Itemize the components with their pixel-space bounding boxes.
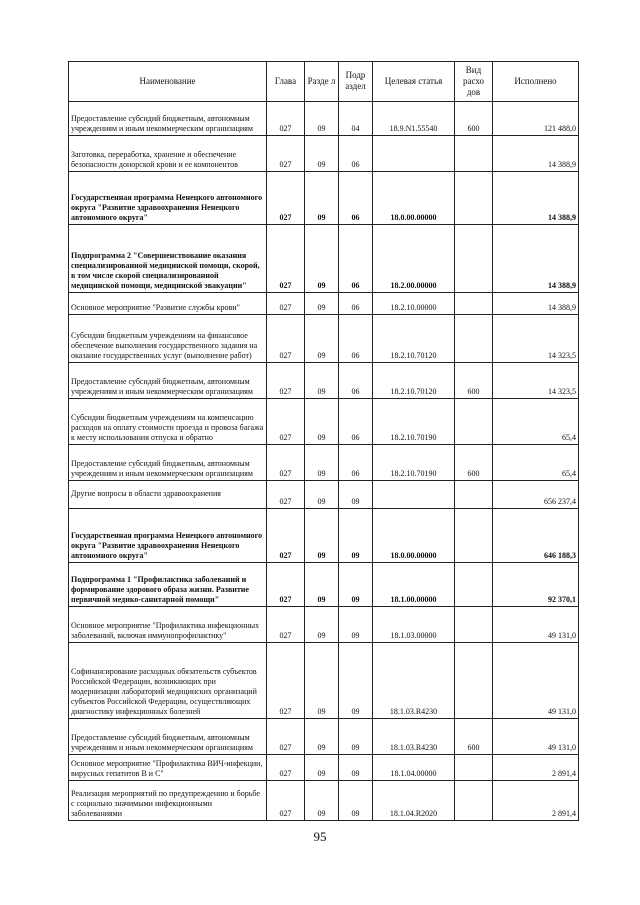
row-chapter: 027 xyxy=(267,399,305,445)
table-row xyxy=(69,563,579,607)
header-target: Целевая статья xyxy=(373,62,455,102)
row-target: 18.1.03.00000 xyxy=(373,607,455,643)
table-row xyxy=(69,607,579,643)
row-subsection: 09 xyxy=(339,481,373,509)
row-done: 14 388,9 xyxy=(493,293,579,315)
row-type xyxy=(455,172,493,225)
row-subsection: 09 xyxy=(339,509,373,563)
row-target: 18.2.00.00000 xyxy=(373,225,455,293)
table-row xyxy=(69,172,579,225)
row-name: Государственная программа Ненецкого автономного округа "Развитие здравоохранения Ненецкого автономного округа" xyxy=(69,509,267,563)
row-done: 65,4 xyxy=(493,445,579,481)
row-type xyxy=(455,607,493,643)
row-subsection: 09 xyxy=(339,719,373,755)
row-subsection: 09 xyxy=(339,607,373,643)
table-row xyxy=(69,293,579,315)
row-subsection: 06 xyxy=(339,225,373,293)
row-chapter: 027 xyxy=(267,225,305,293)
row-name: Софинансирование расходных обязательств субъектов Российской Федерации, возникающих при модернизации лабораторий медицинских организаций субъектов Российской Федерации, осуществляющих диагностику инфекционных болезней xyxy=(69,643,267,719)
header-name: Наименование xyxy=(69,62,267,102)
row-section: 09 xyxy=(305,719,339,755)
row-target xyxy=(373,481,455,509)
row-name: Субсидии бюджетным учреждениям на компенсацию расходов на оплату стоимости проезда и провоза багажа к месту использования отпуска и обратно xyxy=(69,399,267,445)
row-chapter: 027 xyxy=(267,102,305,136)
row-type: 600 xyxy=(455,102,493,136)
row-section: 09 xyxy=(305,509,339,563)
table-row xyxy=(69,643,579,719)
row-name: Другие вопросы в области здравоохранения xyxy=(69,481,267,509)
row-type xyxy=(455,563,493,607)
row-type: 600 xyxy=(455,445,493,481)
row-name: Предоставление субсидий бюджетным, автономным учреждениям и иным некоммерческим организациям xyxy=(69,719,267,755)
table-row xyxy=(69,719,579,755)
page-number: 95 xyxy=(313,829,327,844)
table-row xyxy=(69,102,579,136)
row-type xyxy=(455,136,493,172)
row-section: 09 xyxy=(305,102,339,136)
row-done: 49 131,0 xyxy=(493,643,579,719)
table-row xyxy=(69,315,579,363)
row-subsection: 06 xyxy=(339,399,373,445)
row-target: 18.0.00.00000 xyxy=(373,172,455,225)
row-done: 14 388,9 xyxy=(493,172,579,225)
table-row xyxy=(69,445,579,481)
row-subsection: 09 xyxy=(339,643,373,719)
row-target: 18.0.00.00000 xyxy=(373,509,455,563)
row-done: 14 388,9 xyxy=(493,225,579,293)
row-target xyxy=(373,136,455,172)
row-section: 09 xyxy=(305,293,339,315)
row-section: 09 xyxy=(305,445,339,481)
budget-table xyxy=(68,61,579,821)
row-name: Субсидии бюджетным учреждениям на финансовое обеспечение выполнения государственного задания на оказание государственных услуг (выполнение работ) xyxy=(69,315,267,363)
row-name: Реализация мероприятий по предупреждению и борьбе с социально значимыми инфекционными заболеваниями xyxy=(69,781,267,821)
header-done: Исполнено xyxy=(493,62,579,102)
table-row xyxy=(69,363,579,399)
row-chapter: 027 xyxy=(267,293,305,315)
row-done: 65,4 xyxy=(493,399,579,445)
row-chapter: 027 xyxy=(267,315,305,363)
row-type: 600 xyxy=(455,363,493,399)
row-section: 09 xyxy=(305,315,339,363)
row-done: 14 323,5 xyxy=(493,363,579,399)
row-name: Предоставление субсидий бюджетным, автономным учреждениям и иным некоммерческим организациям xyxy=(69,102,267,136)
row-target: 18.2.10.70120 xyxy=(373,363,455,399)
table-row xyxy=(69,399,579,445)
row-section: 09 xyxy=(305,643,339,719)
row-name: Основное мероприятие "Профилактика инфекционных заболеваний, включая иммунопрофилактику" xyxy=(69,607,267,643)
row-type xyxy=(455,315,493,363)
row-type xyxy=(455,399,493,445)
table-row xyxy=(69,481,579,509)
row-done: 2 891,4 xyxy=(493,781,579,821)
row-name: Предоставление субсидий бюджетным, автономным учреждениям и иным некоммерческим организациям xyxy=(69,445,267,481)
row-section: 09 xyxy=(305,136,339,172)
row-done: 14 388,9 xyxy=(493,136,579,172)
row-done: 646 188,3 xyxy=(493,509,579,563)
row-type: 600 xyxy=(455,719,493,755)
row-chapter: 027 xyxy=(267,781,305,821)
header-section: Разде л xyxy=(305,62,339,102)
header-type: Вид расхо дов xyxy=(455,62,493,102)
row-subsection: 06 xyxy=(339,363,373,399)
row-chapter: 027 xyxy=(267,643,305,719)
row-chapter: 027 xyxy=(267,509,305,563)
row-subsection: 06 xyxy=(339,136,373,172)
row-type xyxy=(455,755,493,781)
row-target: 18.2.10.70190 xyxy=(373,399,455,445)
row-target: 18.1.03.R4230 xyxy=(373,719,455,755)
row-subsection: 09 xyxy=(339,781,373,821)
row-chapter: 027 xyxy=(267,445,305,481)
row-target: 18.2.10.70120 xyxy=(373,315,455,363)
table-row xyxy=(69,781,579,821)
row-done: 656 237,4 xyxy=(493,481,579,509)
row-done: 14 323,5 xyxy=(493,315,579,363)
row-chapter: 027 xyxy=(267,363,305,399)
row-subsection: 09 xyxy=(339,563,373,607)
row-subsection: 04 xyxy=(339,102,373,136)
row-type xyxy=(455,293,493,315)
row-subsection: 09 xyxy=(339,755,373,781)
row-target: 18.2.10.70190 xyxy=(373,445,455,481)
row-chapter: 027 xyxy=(267,481,305,509)
row-subsection: 06 xyxy=(339,172,373,225)
row-done: 49 131,0 xyxy=(493,719,579,755)
row-section: 09 xyxy=(305,755,339,781)
table-header-row xyxy=(69,62,579,102)
table-row xyxy=(69,509,579,563)
row-done: 49 131,0 xyxy=(493,607,579,643)
row-chapter: 027 xyxy=(267,719,305,755)
row-subsection: 06 xyxy=(339,293,373,315)
row-name: Основное мероприятие "Профилактика ВИЧ-инфекции, вирусных гепатитов В и С" xyxy=(69,755,267,781)
row-section: 09 xyxy=(305,607,339,643)
row-done: 92 370,1 xyxy=(493,563,579,607)
row-chapter: 027 xyxy=(267,755,305,781)
table-row xyxy=(69,136,579,172)
row-section: 09 xyxy=(305,781,339,821)
row-name: Подпрограмма 1 "Профилактика заболеваний и формирование здорового образа жизни. Развитие первичной медико-санитарной помощи" xyxy=(69,563,267,607)
row-section: 09 xyxy=(305,363,339,399)
row-type xyxy=(455,225,493,293)
row-type xyxy=(455,509,493,563)
row-section: 09 xyxy=(305,563,339,607)
row-section: 09 xyxy=(305,225,339,293)
header-chapter: Глава xyxy=(267,62,305,102)
row-name: Государственная программа Ненецкого автономного округа "Развитие здравоохранения Ненецкого автономного округа" xyxy=(69,172,267,225)
row-chapter: 027 xyxy=(267,563,305,607)
row-target: 18.1.00.00000 xyxy=(373,563,455,607)
row-target: 18.9.N1.55540 xyxy=(373,102,455,136)
row-target: 18.1.04.R2020 xyxy=(373,781,455,821)
row-chapter: 027 xyxy=(267,136,305,172)
row-section: 09 xyxy=(305,399,339,445)
row-type xyxy=(455,643,493,719)
row-done: 121 488,0 xyxy=(493,102,579,136)
row-name: Основное мероприятие "Развитие службы крови" xyxy=(69,293,267,315)
row-section: 09 xyxy=(305,481,339,509)
row-target: 18.1.04.00000 xyxy=(373,755,455,781)
row-section: 09 xyxy=(305,172,339,225)
row-chapter: 027 xyxy=(267,607,305,643)
row-subsection: 06 xyxy=(339,445,373,481)
row-subsection: 06 xyxy=(339,315,373,363)
header-subsection: Подр аздел xyxy=(339,62,373,102)
row-chapter: 027 xyxy=(267,172,305,225)
row-target: 18.2.10.00000 xyxy=(373,293,455,315)
row-name: Подпрограмма 2 "Совершенствование оказания специализированной медицинской помощи, скорой, в том числе скорой специализированной медицинской помощи, медицинской эвакуации" xyxy=(69,225,267,293)
row-target: 18.1.03.R4230 xyxy=(373,643,455,719)
row-done: 2 891,4 xyxy=(493,755,579,781)
table-row xyxy=(69,225,579,293)
row-name: Предоставление субсидий бюджетным, автономным учреждениям и иным некоммерческим организациям xyxy=(69,363,267,399)
table-row xyxy=(69,755,579,781)
row-type xyxy=(455,481,493,509)
row-type xyxy=(455,781,493,821)
row-name: Заготовка, переработка, хранение и обеспечение безопасности донорской крови и ее компонентов xyxy=(69,136,267,172)
